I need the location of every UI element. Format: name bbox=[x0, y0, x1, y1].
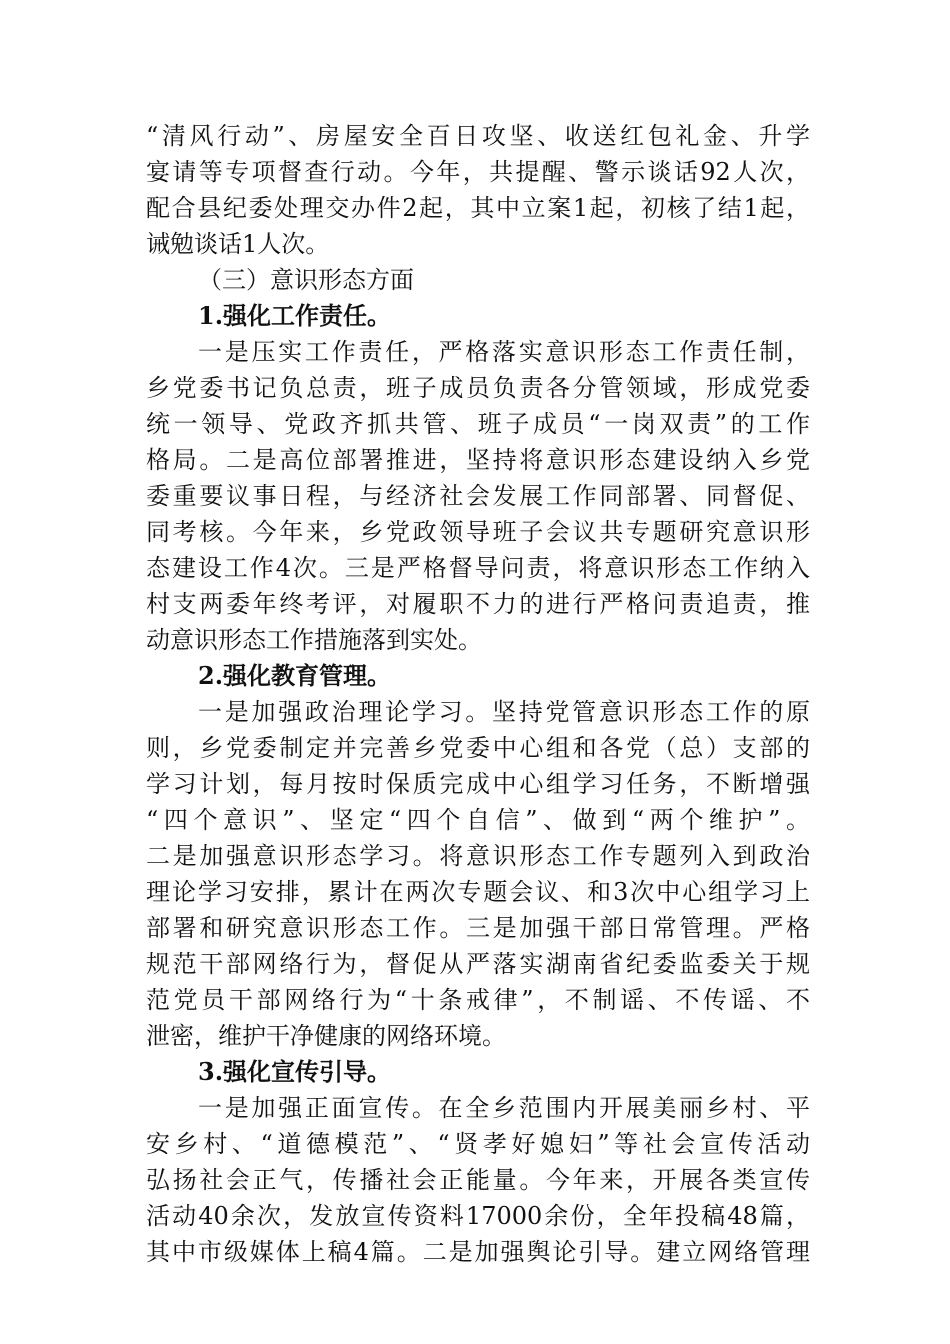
paragraph-first-line: 一是压实工作责任，严格落实意识形态工作责任制， bbox=[198, 338, 810, 366]
text-line: 宴请等专项督查行动。今年，共提醒、警示谈话92人次， bbox=[146, 158, 810, 186]
subsection-heading: 3.强化宣传引导。 bbox=[198, 1057, 392, 1086]
text-line: 安乡村、“道德模范”、“贤孝好媳妇”等社会宣传活动 bbox=[146, 1130, 810, 1158]
text-line: 二是加强意识形态学习。将意识形态工作专题列入到政治 bbox=[146, 842, 810, 870]
subsection-heading: 1.强化工作责任。 bbox=[198, 301, 392, 330]
text-line: 动意识形态工作措施落到实处。 bbox=[146, 626, 482, 654]
text-line: 弘扬社会正气，传播社会正能量。今年来，开展各类宣传 bbox=[146, 1166, 810, 1194]
text-line: “四个意识”、坚定“四个自信”、做到“两个维护”。 bbox=[146, 806, 810, 834]
paragraph-first-line: 一是加强正面宣传。在全乡范围内开展美丽乡村、平 bbox=[198, 1094, 810, 1122]
text-line: “清风行动”、房屋安全百日攻坚、收送红包礼金、升学 bbox=[146, 122, 810, 150]
text-line: 村支两委年终考评，对履职不力的进行严格问责追责，推 bbox=[146, 590, 810, 618]
section-heading: （三）意识形态方面 bbox=[198, 266, 414, 294]
text-line: 委重要议事日程，与经济社会发展工作同部署、同督促、 bbox=[146, 482, 810, 510]
text-line: 同考核。今年来，乡党政领导班子会议共专题研究意识形 bbox=[146, 518, 810, 546]
paragraph-first-line: 一是加强政治理论学习。坚持党管意识形态工作的原 bbox=[198, 698, 810, 726]
text-line: 活动40余次，发放宣传资料17000余份，全年投稿48篇， bbox=[146, 1202, 810, 1230]
text-line: 配合县纪委处理交办件2起，其中立案1起，初核了结1起， bbox=[146, 194, 810, 222]
text-line: 泄密，维护干净健康的网络环境。 bbox=[146, 1022, 506, 1050]
text-line: 理论学习安排，累计在两次专题会议、和3次中心组学习上 bbox=[146, 878, 810, 906]
text-line: 则，乡党委制定并完善乡党委中心组和各党（总）支部的 bbox=[146, 734, 810, 762]
text-line: 学习计划，每月按时保质完成中心组学习任务，不断增强 bbox=[146, 770, 810, 798]
document-body bbox=[146, 118, 810, 1270]
text-line: 态建设工作4次。三是严格督导问责，将意识形态工作纳入 bbox=[146, 554, 810, 582]
text-line: 其中市级媒体上稿4篇。二是加强舆论引导。建立网络管理 bbox=[146, 1238, 810, 1266]
text-line: 部署和研究意识形态工作。三是加强干部日常管理。严格 bbox=[146, 914, 810, 942]
text-line: 范党员干部网络行为“十条戒律”，不制谣、不传谣、不 bbox=[146, 986, 810, 1014]
text-line: 格局。二是高位部署推进，坚持将意识形态建设纳入乡党 bbox=[146, 446, 810, 474]
text-line: 统一领导、党政齐抓共管、班子成员“一岗双责”的工作 bbox=[146, 410, 810, 438]
text-line: 乡党委书记负总责，班子成员负责各分管领域，形成党委 bbox=[146, 374, 810, 402]
subsection-heading: 2.强化教育管理。 bbox=[198, 661, 392, 690]
text-line: 诫勉谈话1人次。 bbox=[146, 230, 330, 258]
text-line: 规范干部网络行为，督促从严落实湖南省纪委监委关于规 bbox=[146, 950, 810, 978]
